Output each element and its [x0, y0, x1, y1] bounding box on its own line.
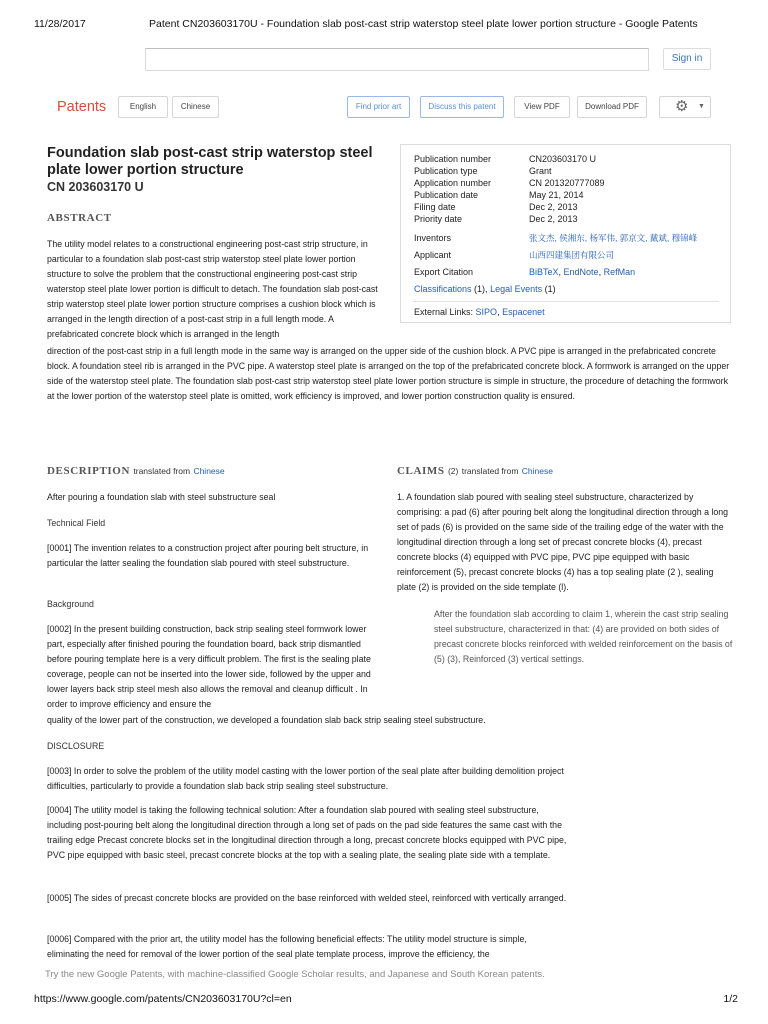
claim-1: 1. A foundation slab poured with sealing steel substructure, characterized by comprising: a pad (6) after pouring belt along the longitudinal direction through a long set of pads (6) is provided on the same side of the trailing edge of the water with the longitudinal direction through a long set of precast concrete blocks (4), precast concrete blocks (4) equipped with PVC pipe, PVC pipe equipped with basic reinforcement (5), precast concrete blocks (4) has a top sealing plate (2 ), sealing plate (2) is provided on the side template (l).	[397, 492, 729, 592]
patents-logo[interactable]: Patents	[57, 99, 107, 115]
meta-value: CN203603170 U	[529, 154, 597, 164]
technical-field-heading: Technical Field	[47, 518, 106, 528]
patents-toolbar	[0, 96, 768, 120]
meta-key: Priority date	[414, 214, 463, 224]
refman-link[interactable]: RefMan	[603, 267, 636, 277]
inventors-links[interactable]: 张文杰, 侯湘东, 杨军伟, 郭京文, 戴斌, 穆锦峰	[529, 233, 698, 243]
paragraph-0006: [0006] Compared with the prior art, the utility model has the following beneficial effects: The utility model structure is simple, eliminating the need for removal of the lower portion of the seal plate template process, improve the efficiency, the	[47, 934, 527, 959]
meta-key: Publication type	[414, 166, 478, 176]
meta-key: Publication date	[414, 190, 479, 200]
external-links-label: External Links:	[414, 307, 474, 317]
print-title: Patent CN203603170U - Foundation slab post-cast strip waterstop steel plate lower portion structure - Google Patents	[149, 18, 698, 30]
abstract-heading: ABSTRACT	[47, 212, 112, 224]
endnote-link[interactable]: EndNote	[563, 267, 599, 277]
description-translated-label: translated from	[133, 466, 191, 476]
paragraph-0002: [0002] In the present building construction, back strip sealing steel formwork lower part, especially after finished pouring the foundation board, back strip dismantled before pouring template here is a very difficult problem. The first is the sealing plate coverage, people can not be inserted into the lower side, followed by the upper and lower layers back strip steel mesh also allows the removal and cleanup difficult . In order to improve efficiency and ensure the	[47, 624, 371, 709]
classifications-count: (1),	[474, 284, 488, 294]
paragraph-0002-continued: quality of the lower part of the construction, we developed a foundation slab back strip sealing steel substructure.	[47, 715, 486, 725]
settings-menu-button[interactable]	[659, 96, 711, 118]
claims-translated-label: translated from	[461, 466, 519, 476]
sign-in-button[interactable]: Sign in	[663, 48, 711, 70]
meta-key: Filing date	[414, 202, 456, 212]
applicant-link[interactable]: 山西四建集团有限公司	[529, 250, 615, 260]
meta-value: Dec 2, 2013	[529, 214, 578, 224]
patent-number: CN 203603170 U	[47, 180, 144, 194]
legal-events-count: (1)	[544, 284, 556, 294]
search-input[interactable]	[145, 48, 649, 71]
meta-value: May 21, 2014	[529, 190, 584, 200]
meta-key: Application number	[414, 178, 492, 188]
meta-key: Inventors	[414, 233, 452, 243]
page-number: 1/2	[723, 993, 738, 1005]
description-title: DESCRIPTION	[47, 465, 131, 477]
paragraph-0005: [0005] The sides of precast concrete blocks are provided on the base reinforced with welded steel, reinforced with vertically arranged.	[47, 893, 567, 903]
paragraph-0001: [0001] The invention relates to a construction project after pouring belt structure, in particular the latter sealing the foundation slab poured with steel substructure.	[47, 543, 369, 568]
patent-metadata-panel	[400, 144, 731, 323]
print-date: 11/28/2017	[34, 18, 86, 30]
language-english-button[interactable]: English	[118, 96, 168, 118]
find-prior-art-button[interactable]: Find prior art	[347, 96, 410, 118]
claims-title: CLAIMS	[397, 465, 445, 477]
claims-heading	[397, 465, 553, 477]
classification-row	[414, 284, 556, 294]
abstract-text-part1: The utility model relates to a constructional engineering post-cast strip structure, in particular to a foundation slab post-cast strip waterstop steel plate lower portion structure to solve the problem that the constructional engineering post-cast strip waterstop steel plate lower portion is difficult to detach. The foundation slab post-cast strip waterstop steel plate lower portion structure comprises a cushion block which is arranged in the length direction of a post-cast strip in a full length mode. A prefabricated concrete block which is arranged in the length	[47, 239, 378, 339]
export-links: BiBTeX, EndNote, RefMan	[529, 267, 636, 277]
meta-key: Publication number	[414, 154, 492, 164]
bibtex-link[interactable]: BiBTeX	[529, 267, 559, 277]
description-intro: After pouring a foundation slab with steel substructure seal	[47, 492, 276, 502]
sipo-link[interactable]: SIPO	[475, 307, 498, 317]
espacenet-link[interactable]: Espacenet	[502, 307, 545, 317]
abstract-text-part2: direction of the post-cast strip in a full length mode in the same way is arranged on the upper side of the cushion block. A PVC pipe is arranged in the prefabricated concrete block. A foundation steel rib is arranged in the PVC pipe. A waterstop steel plate is arranged on the top of the prefabricated concrete block. A formwork is arranged on the upper side of the waterstop steel plate. The foundation slab post-cast strip waterstop steel plate lower portion structure is simple in structure, the procedure of detaching the formwork at the lower portion of the waterstop steel plate is omitted, work efficiency is improved, and lower portion construction quality is ensured.	[47, 346, 730, 401]
download-pdf-button[interactable]: Download PDF	[577, 96, 647, 118]
meta-value: Grant	[529, 166, 552, 176]
background-heading: Background	[47, 599, 94, 609]
claim-2: After the foundation slab according to claim 1, wherein the cast strip sealing steel substructure, characterized in that: (4) are provided on both sides of precast concrete blocks reinforced with welded reinforcement on the basis of (5) (3), Reinforced (3) vertical settings.	[434, 609, 733, 664]
description-language-link[interactable]: Chinese	[193, 466, 225, 476]
claims-count: (2)	[447, 466, 459, 476]
disclosure-heading: DISCLOSURE	[47, 741, 105, 751]
patent-title: Foundation slab post-cast strip waterstop steel plate lower portion structure	[47, 145, 373, 178]
chevron-down-icon: ▼	[698, 103, 705, 110]
external-links-row: External Links: SIPO, Espacenet	[414, 307, 545, 317]
classifications-link[interactable]: Classifications	[414, 284, 472, 294]
language-chinese-button[interactable]: Chinese	[172, 96, 219, 118]
meta-value: CN 201320777089	[529, 178, 605, 188]
description-heading	[47, 465, 225, 477]
meta-key: Applicant	[414, 250, 452, 260]
meta-key: Export Citation	[414, 267, 474, 277]
gear-icon: ⚙	[675, 98, 689, 115]
google-patents-promo[interactable]: Try the new Google Patents, with machine-classified Google Scholar results, and Japanese and South Korean patents.	[45, 969, 545, 980]
view-pdf-button[interactable]: View PDF	[514, 96, 570, 118]
page-url: https://www.google.com/patents/CN203603170U?cl=en	[34, 993, 292, 1005]
claims-language-link[interactable]: Chinese	[521, 466, 553, 476]
discuss-patent-button[interactable]: Discuss this patent	[420, 96, 504, 118]
paragraph-0003: [0003] In order to solve the problem of the utility model casting with the lower portion of the seal plate after building demolition project difficulties, particularly to provide a foundation slab back strip sealing steel substructure.	[47, 766, 564, 791]
meta-divider	[413, 301, 719, 302]
legal-events-link[interactable]: Legal Events	[490, 284, 543, 294]
paragraph-0004: [0004] The utility model is taking the following technical solution: After a foundation slab poured with sealing steel substructure, including post-pouring belt along the longitudinal direction through a long set of pads on the pad side features the same cast with the trailing edge Precast concrete blocks set in the longitudinal direction through a long, precast concrete blocks equipped with PVC pipe, PVC pipe equipped with basic steel, precast concrete blocks at the top with a sealing plate, the sealing plate side with a template.	[47, 805, 567, 860]
meta-value: Dec 2, 2013	[529, 202, 578, 212]
